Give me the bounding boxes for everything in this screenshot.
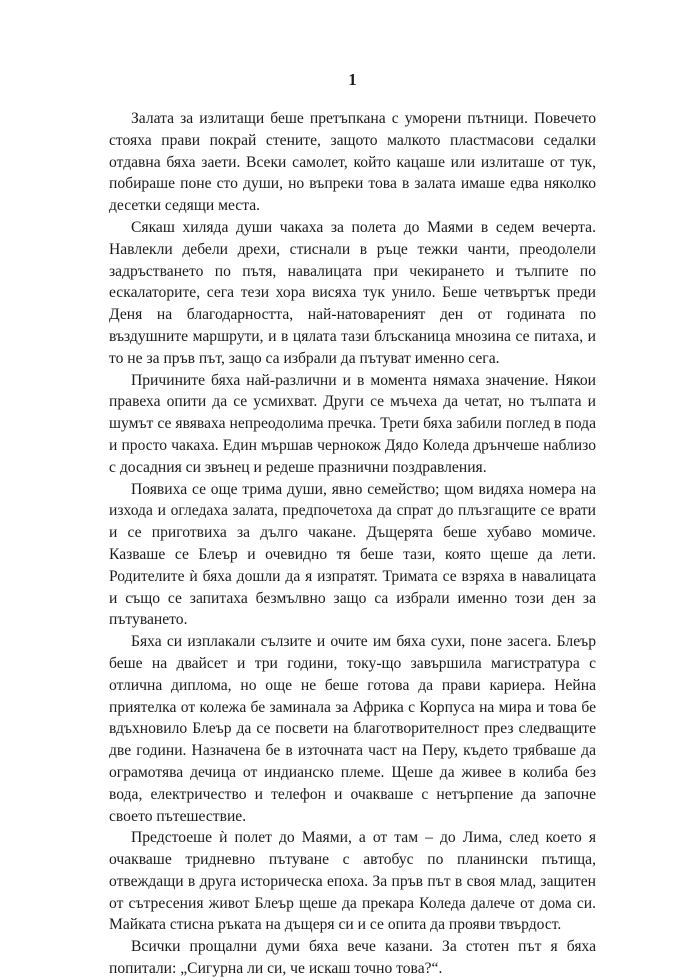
chapter-number: 1 [348, 70, 357, 89]
paragraph-1: Залата за излитащи беше претъпкана с уморени пътници. Повечето стояха прави покрай стените, защото малкото пластмасови седалки отдавна бяха заети. Всеки самолет, който кацаше или излиташе от тук, побираше поне сто души, но въпреки това в залата имаше едва няколко десетки седящи места. [109, 110, 596, 215]
paragraph-5: Бяха си изплакали сълзите и очите им бяха сухи, поне засега. Блеър беше на двайсет и три години, току-що завършила магистратура с отлична диплома, но още не беше готова да прави кариера. Нейна приятелка от колежа бе заминала за Африка с Корпуса на мира и това бе вдъхновило Блеър да се посвети на благотворителност през следващите две години. Назначена бе в източната част на Перу, където трябваше да ограмотява дечица от индианско племе. Щеше да живее в колиба без вода, електричество и телефон и очакваше с нетърпение да започне своето пътешествие. [109, 633, 596, 825]
paragraph-2: Сякаш хиляда души чакаха за полета до Маями в седем вечерта. Навлекли дебели дрехи, стиснали в ръце тежки чанти, преодолели задръстването по пътя, навалицата при чекирането и тълпите по ескалаторите, сега тези хора висяха тук унило. Беше четвъртък преди Деня на благодарността, най-натовареният ден от годината по въздушните маршрути, и в цялата тази блъсканица мнозина се питаха, и то не за пръв път, защо са избрали да пътуват именно сега. [109, 218, 596, 367]
paragraph-4: Появиха се още трима души, явно семейство; щом видяха номера на изхода и огледаха залата, предпочетоха да спрат до плъзгащите се врати и се приготвиха за дълго чакане. Дъщерята беше хубаво момиче. Казваше се Блеър и очевидно тя беше тази, която щеше да лети. Родителите ѝ бяха дошли да я изпратят. Тримата се взряха в навалицата и също се запитаха безмълвно защо са избрали именно този ден за пътуването. [109, 480, 596, 629]
paragraph-7: Всички прощални думи бяха вече казани. За стотен път я бяха попитали: „Сигурна ли си, че искаш точно това?“. [109, 938, 596, 978]
paragraph-6: Предстоеше ѝ полет до Маями, а от там – до Лима, след което я очакваше тридневно пътуване с автобус по планински пътища, отвеждащи в друга историческа епоха. За пръв път в своя млад, защитен от сътресения живот Блеър щеше да прекара Коледа далече от дома си. Майката стисна ръката на дъщеря си и се опита да прояви твърдост. [109, 829, 596, 934]
paragraph-3: Причините бяха най-различни и в момента нямаха значение. Някои правеха опити да се усмихват. Други се мъчеха да четат, но тълпата и шумът се явяваха непреодолима пречка. Трети бяха забили поглед в пода и просто чакаха. Един мършав чернокож Дядо Коледа дрънчеше наблизо с досадния си звънец и редеше празнични поздравления. [109, 371, 596, 476]
